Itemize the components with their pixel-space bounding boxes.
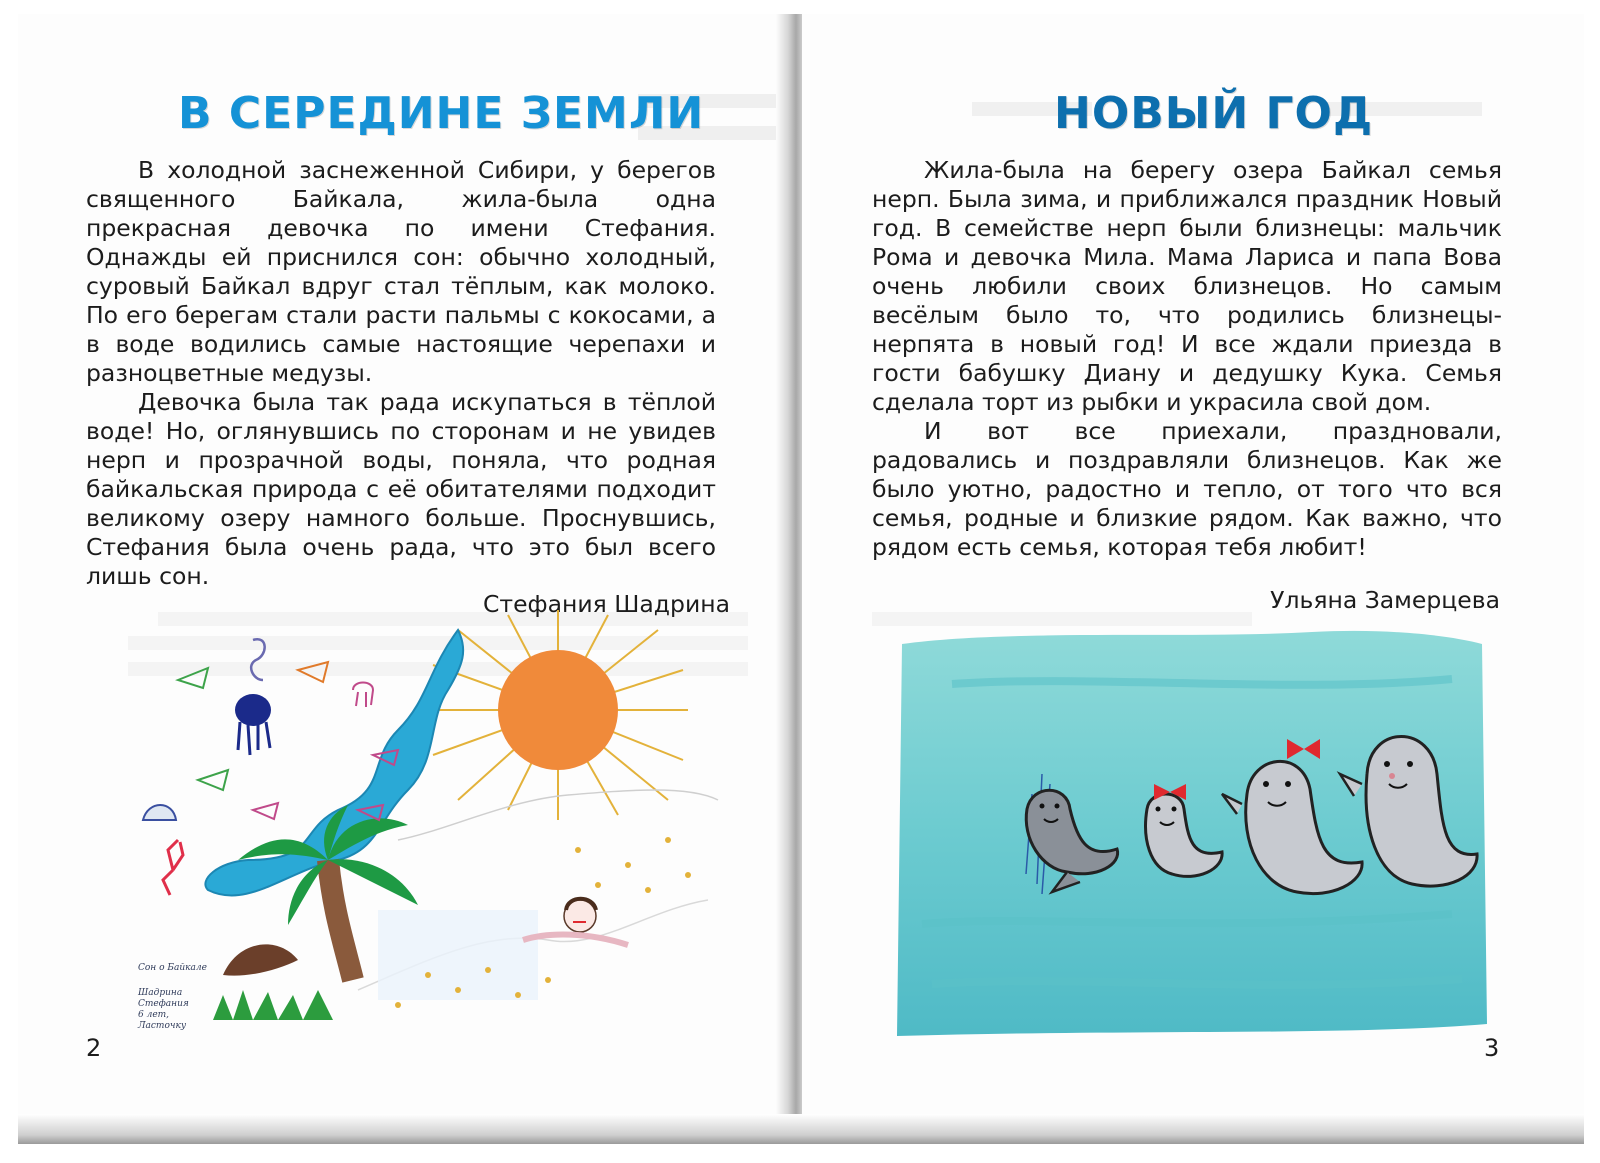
left-author: Стефания Шадрина bbox=[482, 590, 730, 618]
book-bottom-edge bbox=[18, 1114, 1584, 1144]
left-story-text bbox=[86, 156, 716, 591]
girl-drawing bbox=[523, 899, 628, 945]
right-painting bbox=[892, 624, 1492, 1044]
left-paragraph-2: Девочка была так рада искупаться в тёплой воде! Но, оглянувшись по сторонам и не увидев нерп и прозрачной воды, поняла, что родная байкальская природа с её обитателями подходит великому озеру намного больше. Проснувшись, Стефания была очень рада, что это был всего лишь сон. bbox=[86, 388, 716, 590]
coconut-drawing bbox=[223, 944, 298, 975]
sun-drawing bbox=[428, 610, 688, 820]
page-number-right: 3 bbox=[1484, 1034, 1500, 1062]
right-paragraph-2: И вот все приехали, праздновали, радовались и поздравляли близнецов. Как же было уютно, радостно и тепло, от того что вся семья, родные и близкие рядом. Как важно, что рядом есть семья, которая тебя любит! bbox=[872, 417, 1502, 561]
left-drawing bbox=[128, 610, 728, 1030]
left-page bbox=[18, 14, 790, 1139]
drawing-signature-line-4: Ласточку bbox=[138, 1021, 187, 1030]
right-page bbox=[802, 14, 1584, 1139]
drawing-signature-line-3: 6 лет, bbox=[138, 1010, 170, 1020]
right-paragraph-1: Жила-была на берегу озера Байкал семья нерп. Была зима, и приближался праздник Новый год. В семействе нерп были близнецы: мальчик Рома и девочка Мила. Мама Лариса и папа Вова очень любили своих близнецов. Но самым весёлым было то, что родились близнецы-нерпята в новый год! И все ждали приезда в гости бабушку Диану и дедушку Кука. Семья сделала торт из рыбки и украсила свой дом. bbox=[872, 156, 1502, 416]
right-author: Ульяна Замерцева bbox=[1270, 586, 1500, 614]
drawing-signature-line-1: Шадрина bbox=[138, 988, 183, 998]
drawing-signature-line-2: Стефания bbox=[138, 999, 189, 1009]
right-page-title: НОВЫЙ ГОД bbox=[1054, 88, 1374, 139]
page-number-left: 2 bbox=[86, 1034, 102, 1062]
right-story-text bbox=[872, 156, 1502, 562]
left-page-title: В СЕРЕДИНЕ ЗЕМЛИ bbox=[178, 88, 705, 139]
drawing-caption: Сон о Байкале bbox=[138, 963, 207, 973]
open-book bbox=[18, 14, 1584, 1144]
jellyfish-drawing bbox=[235, 694, 271, 755]
left-paragraph-1: В холодной заснеженной Сибири, у берегов священного Байкала, жила-была одна прекрасная девочка по имени Стефания. Однажды ей приснился сон: обычно холодный, суровый Байкал вдруг стал тёплым, как молоко. По его берегам стали расти пальмы с кокосами, а в воде водились самые настоящие черепахи и разноцветные медузы. bbox=[86, 156, 716, 387]
